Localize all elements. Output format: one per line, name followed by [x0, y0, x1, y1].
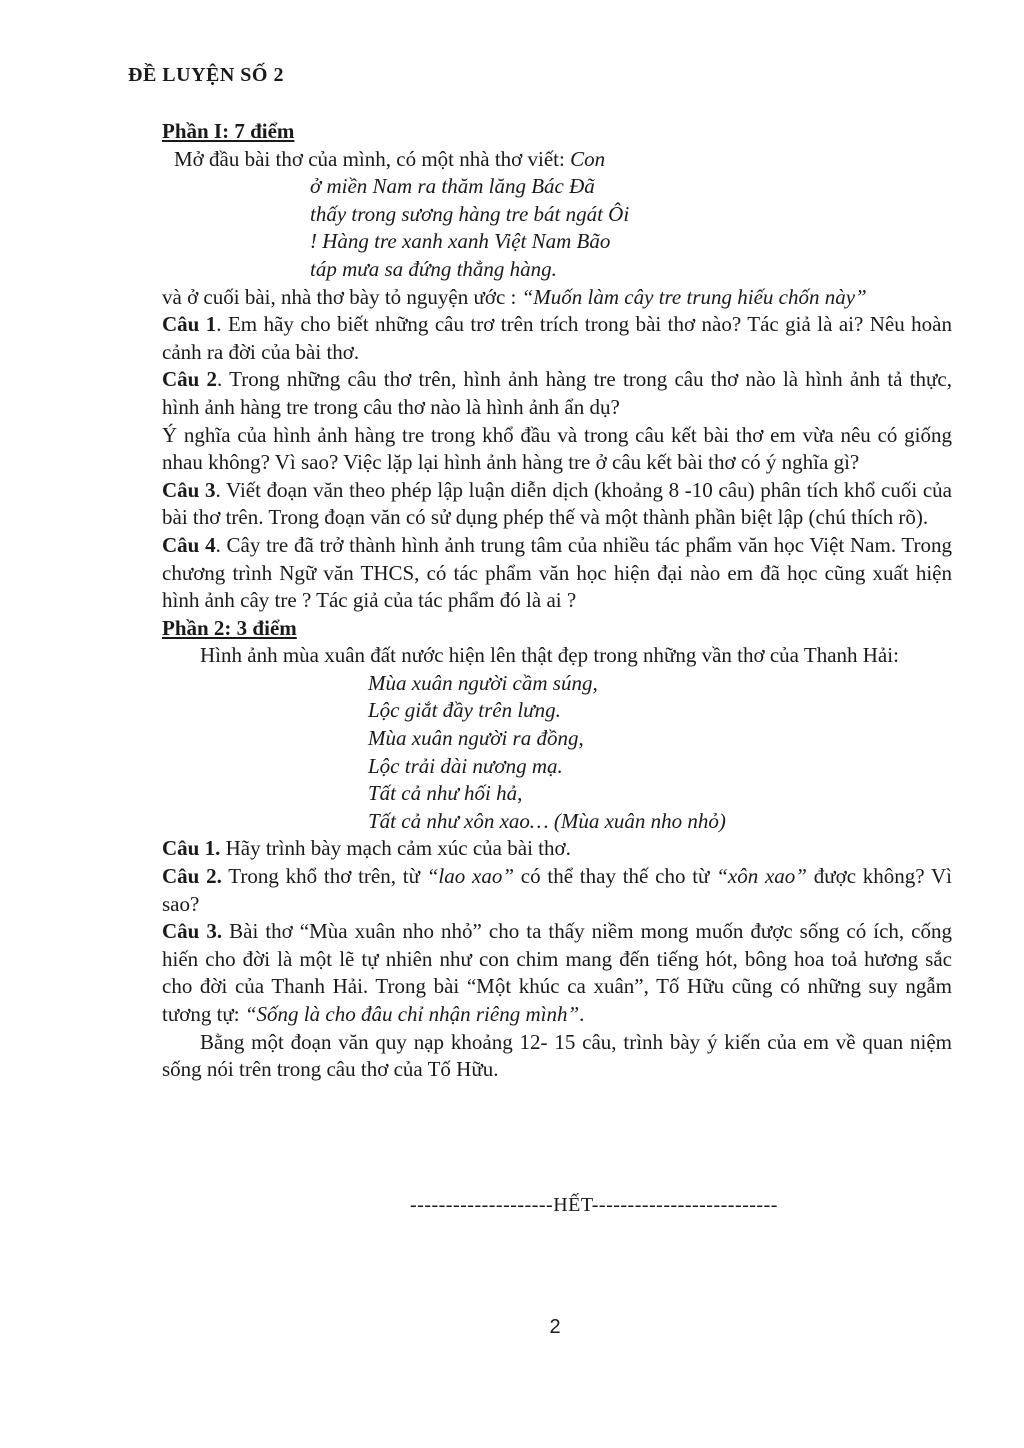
poem-line: Mùa xuân người cầm súng,: [368, 670, 598, 695]
poem-line: ở miền Nam ra thăm lăng Bác Đã: [310, 174, 595, 199]
part1-wish: và ở cuối bài, nhà thơ bày tỏ nguyện ước : “Muốn làm cây tre trung hiếu chốn này”: [162, 284, 867, 309]
part1-heading: Phần I: 7 điểm: [162, 119, 295, 143]
part1-question-2: Câu 2. Trong những câu thơ trên, hình ảnh hàng tre trong câu thơ nào là hình ảnh tả thực, hình ảnh hàng tre trong câu thơ nào là hình ảnh ẩn dụ?: [162, 367, 952, 419]
part1-question-1: Câu 1. Em hãy cho biết những câu trơ trên trích trong bài thơ nào? Tác giả là ai? Nêu hoàn cảnh ra đời của bài thơ.: [162, 312, 952, 364]
poem-line: Mùa xuân người ra đồng,: [368, 726, 584, 751]
part2-question-2: Câu 2. Trong khổ thơ trên, từ “lao xao” có thể thay thế cho từ “xôn xao” được không? Vì sao?: [162, 864, 953, 916]
part2-poem: [162, 670, 952, 836]
document-title: ĐỀ LUYỆN SỐ 2: [128, 64, 284, 86]
page-number: 2: [549, 1316, 561, 1338]
poem-line: ! Hàng tre xanh xanh Việt Nam Bão: [310, 229, 611, 254]
poem-line: Tất cả như xôn xao… (Mùa xuân nho nhỏ): [368, 808, 726, 833]
poem-line: táp mưa sa đứng thẳng hàng.: [310, 256, 557, 281]
part1-poem: [162, 173, 952, 283]
part2-question-3-task: Bằng một đoạn văn quy nạp khoảng 12- 15 câu, trình bày ý kiến của em về quan niệm sống nói trên trong câu thơ của Tố Hữu.: [162, 1029, 952, 1082]
part1-intro: Mở đầu bài thơ của mình, có một nhà thơ viết: Con: [174, 146, 606, 171]
poem-line: Tất cả như hối hả,: [368, 781, 523, 806]
part1-question-3: Câu 3. Viết đoạn văn theo phép lập luận diễn dịch (khoảng 8 -10 câu) phân tích khổ cuối của bài thơ trên. Trong đoạn văn có sử dụng phép thế và một thành phần biệt lập (chú thích rõ).: [162, 477, 952, 530]
part2-question-3: Câu 3. Bài thơ “Mùa xuân nho nhỏ” cho ta thấy niềm mong muốn được sống có ích, cống hiến cho đời là một lẽ tự nhiên như con chim mang đến tiếng hót, bông hoa toả hương sắc cho đời của Thanh Hải. Trong bài “Một khúc ca xuân”, Tố Hữu cũng có những suy ngẫm tương tự: “Sống là cho đâu chỉ nhận riêng mình”.: [162, 919, 952, 1026]
part2-intro: Hình ảnh mùa xuân đất nước hiện lên thật đẹp trong những vần thơ của Thanh Hải:: [200, 643, 899, 668]
part2-question-1: Câu 1. Hãy trình bày mạch cảm xúc của bài thơ.: [162, 836, 571, 861]
part1-question-4: Câu 4. Cây tre đã trở thành hình ảnh trung tâm của nhiều tác phẩm văn học Việt Nam. Trong chương trình Ngữ văn THCS, có tác phẩm văn học hiện đại nào em đã học cũng xuất hiện hình ảnh cây tre ? Tác giả của tác phẩm đó là ai ?: [162, 532, 952, 613]
document-body: [162, 118, 952, 1084]
part2-heading: Phần 2: 3 điểm: [162, 615, 297, 640]
part1-question-2-extra: Ý nghĩa của hình ảnh hàng tre trong khổ đầu và trong câu kết bài thơ em vừa nêu có giống nhau không? Vì sao? Việc lặp lại hình ảnh hàng tre ở câu kết bài thơ có ý nghĩa gì?: [162, 422, 952, 475]
end-marker: --------------------HẾT--------------------------: [410, 1194, 778, 1216]
poem-line: Lộc giắt đầy trên lưng.: [368, 698, 561, 723]
poem-line: thấy trong sương hàng tre bát ngát Ôi: [310, 201, 630, 226]
poem-line: Lộc trải dài nương mạ.: [368, 753, 563, 778]
